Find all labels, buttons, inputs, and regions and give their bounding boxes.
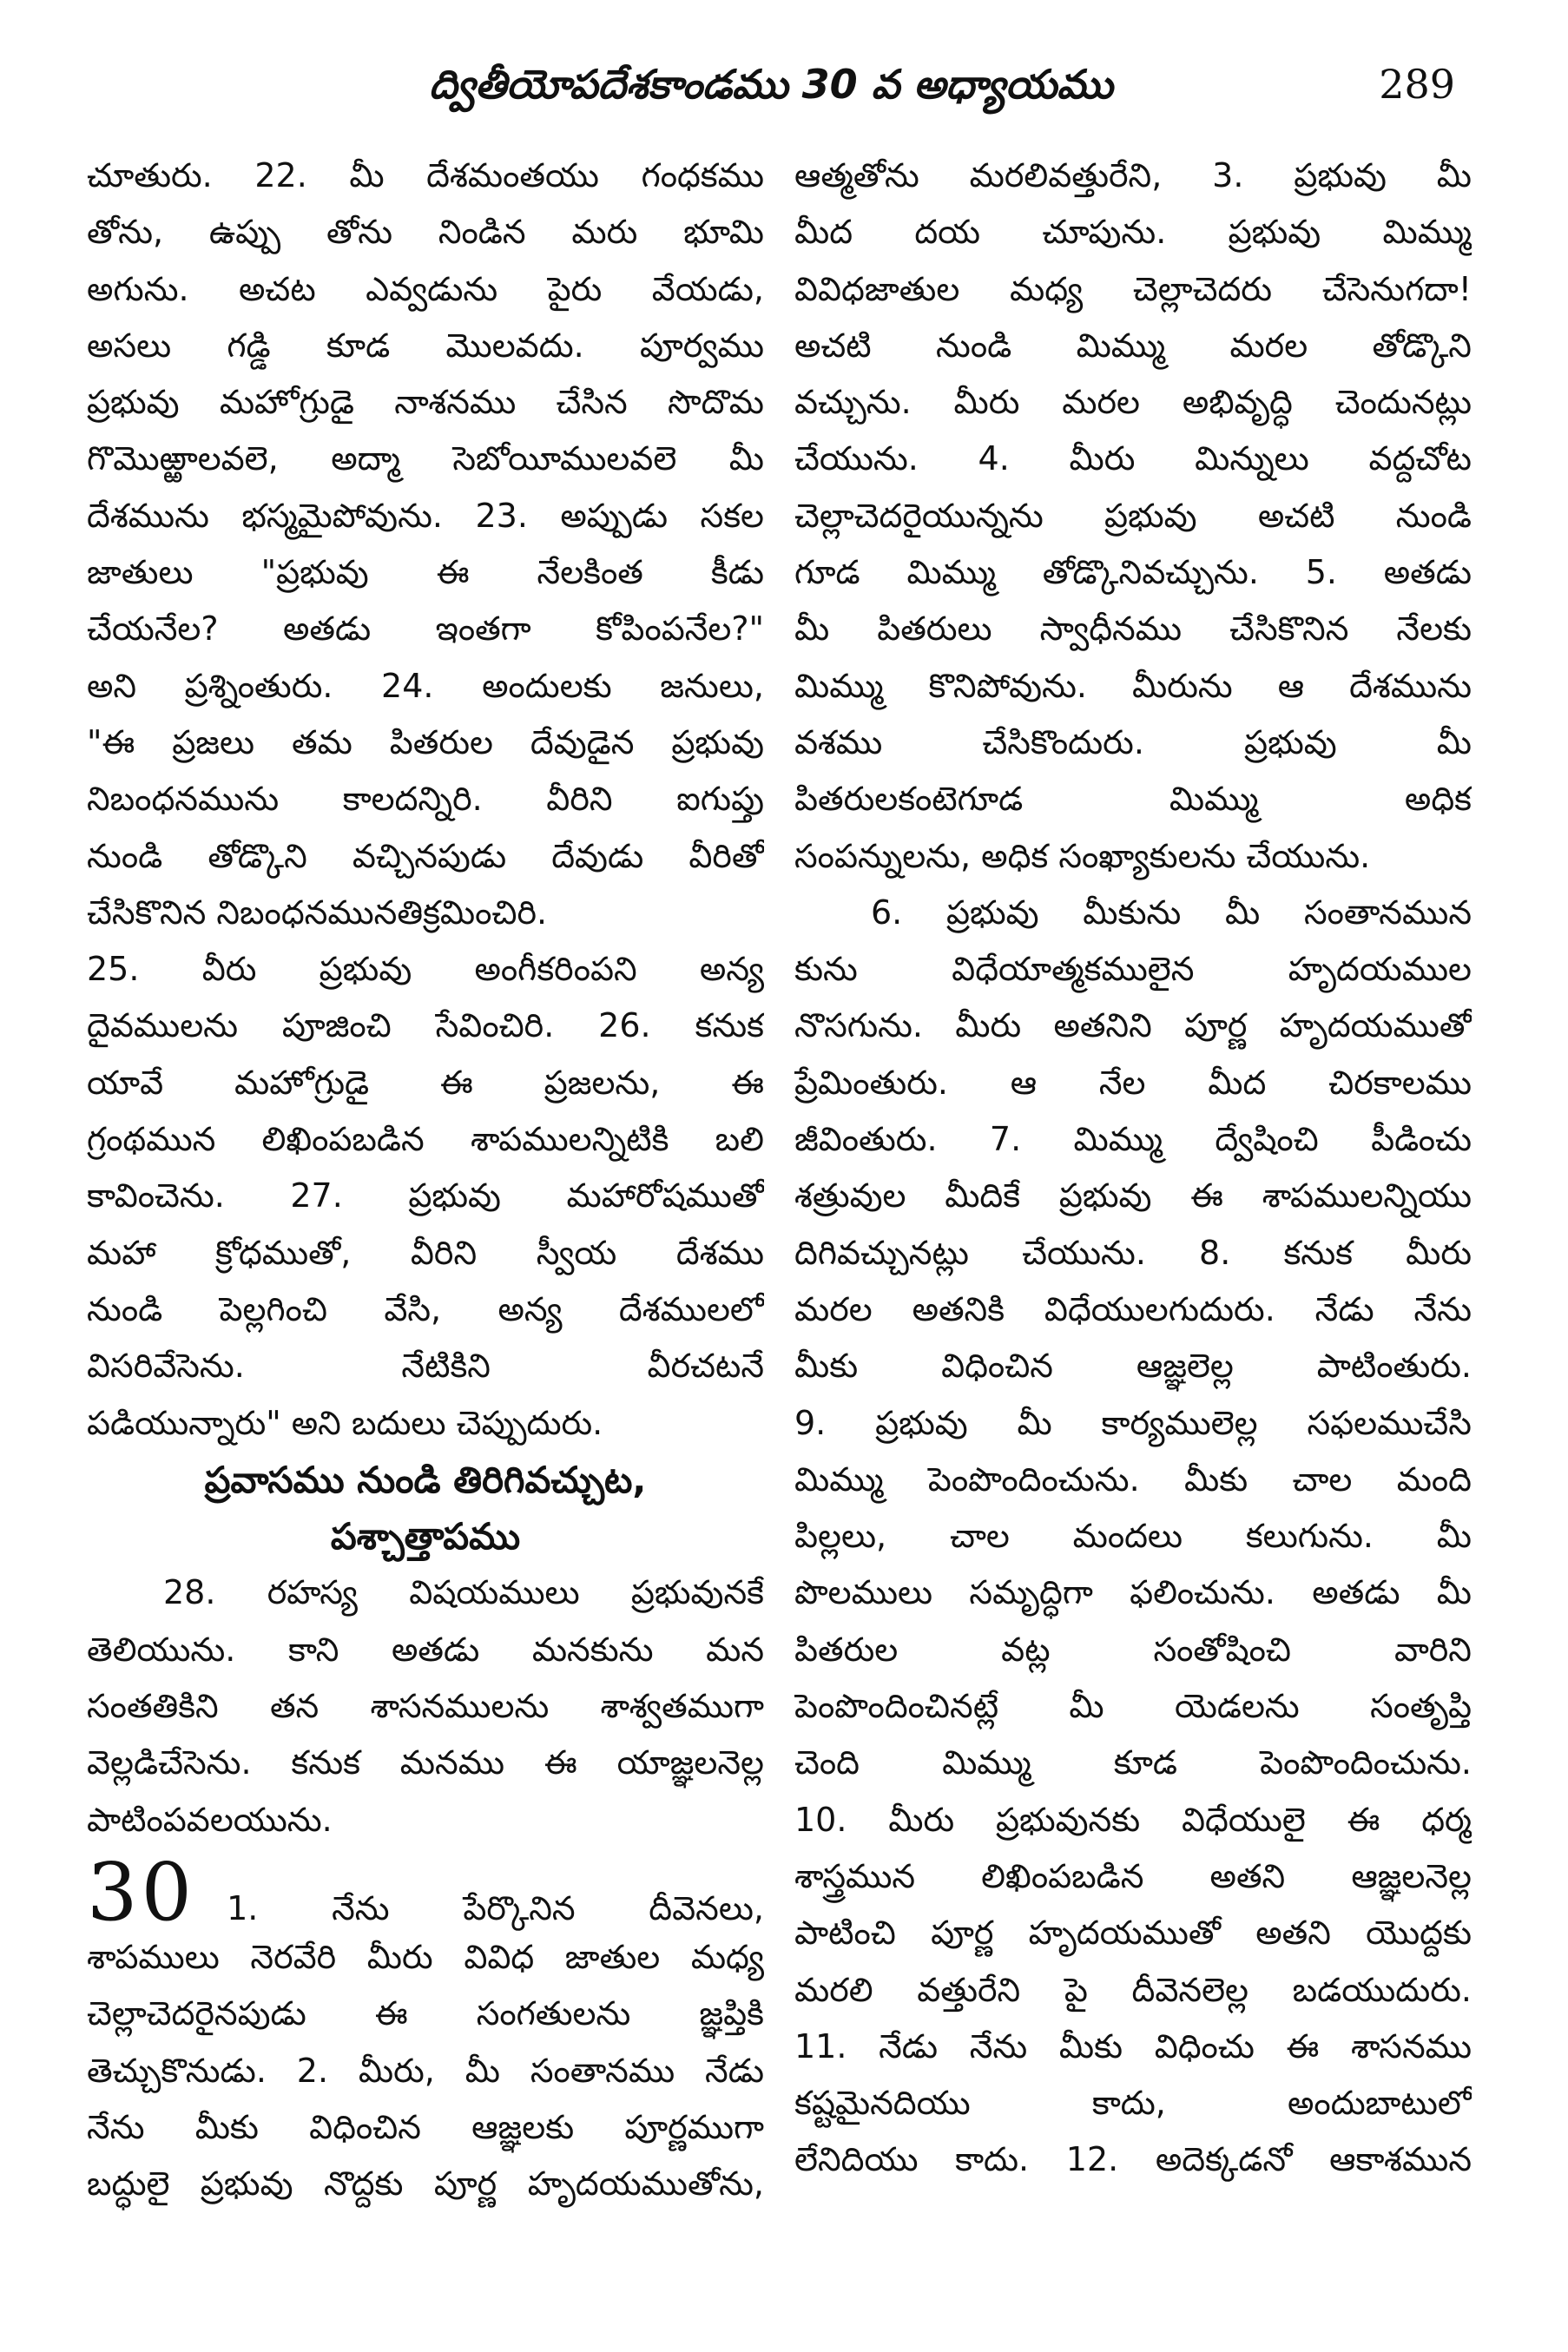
text-line: మరలి వత్తురేని పై దీవెనలెల్ల బడయుదురు. (794, 1970, 1472, 2009)
text-line: బద్ధులై ప్రభువు నొద్దకు పూర్ణ హృదయముతోను, (87, 2164, 764, 2204)
text-line: ఆత్మతోను మరలివత్తురేని, 3. ప్రభువు మీ (794, 156, 1472, 194)
chapter-text (87, 1929, 764, 2212)
right-text-block (794, 148, 1472, 885)
page-header (87, 45, 1455, 123)
text-line: నిబంధనమును కాలదన్నిరి. వీరిని ఐగుప్తు (87, 780, 764, 819)
text-line: అని ప్రశ్నింతురు. 24. అందులకు జనులు, (87, 666, 764, 705)
text-line: పితరులకంటెగూడ మిమ్ము అధిక (794, 780, 1472, 819)
text-line: పాటించి పూర్ణ హృదయముతో అతని యొద్దకు (794, 1914, 1472, 1953)
text-line: వచ్చును. మీరు మరల అభివృద్ధి చెందునట్లు (794, 383, 1472, 422)
running-title: ద్వితీయోపదేశకాండము 30 వ అధ్యాయము (429, 61, 1113, 108)
text-line: లేనిదియు కాదు. 12. అదెక్కడనో ఆకాశమున (794, 2140, 1472, 2179)
text-line: తెచ్చుకొనుడు. 2. మీరు, మీ సంతానము నేడు (87, 2051, 764, 2090)
text-line: కావించెను. 27. ప్రభువు మహారోషముతో (87, 1176, 764, 1216)
text-line: పాటింపవలయును. (87, 1800, 333, 1839)
text-line: దైవములను పూజించి సేవించిరి. 26. కనుక (87, 1006, 764, 1045)
text-line: నుండి తోడ్కొని వచ్చినపుడు దేవుడు వీరితో (87, 836, 764, 875)
text-line: పిల్లలు, చాల మందలు కలుగును. మీ (794, 1517, 1472, 1556)
text-line: వివిధజాతుల మధ్య చెల్లాచెదరు చేసెనుగదా! (794, 269, 1472, 308)
text-line: 11. నేడు నేను మీకు విధించు ఈ శాసనము (794, 2026, 1472, 2065)
text-line: పితరుల వట్ల సంతోషించి వారిని (794, 1630, 1472, 1669)
text-line: చెంది మిమ్ము కూడ పెంపొందించును. (794, 1743, 1472, 1782)
text-line: దేశమును భస్మమైపోవును. 23. అప్పుడు సకల (87, 496, 764, 535)
chapter-number: 30 (87, 1845, 196, 1939)
right-column (794, 148, 1472, 2189)
section-heading (87, 1452, 764, 1565)
text-line: మిమ్ము కొనిపోవును. మీరును ఆ దేశమును (794, 666, 1472, 705)
page-number: 289 (1379, 61, 1455, 108)
text-line: శాపములు నెరవేరి మీరు వివిధ జాతుల మధ్య (87, 1937, 764, 1976)
heading-line: ప్రవాసము నుండి తిరిగివచ్చుట, (204, 1458, 647, 1501)
text-line: దిగివచ్చునట్లు చేయును. 8. కనుక మీరు (794, 1233, 1472, 1272)
text-line: నొసగును. మీరు అతనిని పూర్ణ హృదయముతో (794, 1006, 1472, 1045)
text-line: సంతతికిని తన శాసనములను శాశ్వతముగా (87, 1687, 764, 1726)
text-line: విసరివేసెను. నేటికిని వీరచటనే (87, 1347, 764, 1386)
chapter-start (87, 1845, 764, 1939)
left-section-text (87, 1565, 764, 1848)
text-line: తెలియును. కాని అతడు మనకును మన (87, 1630, 764, 1669)
text-line: కును విధేయాత్మకములైన హృదయముల (794, 950, 1472, 989)
text-line: చెల్లాచెదరైనపుడు ఈ సంగతులను జ్ఞప్తికి (87, 1994, 764, 2033)
text-line: చేసికొనిన నిబంధనమునతిక్రమించిరి. (87, 893, 548, 932)
text-line: 9. ప్రభువు మీ కార్యములెల్ల సఫలముచేసి (794, 1403, 1472, 1442)
right-paragraph (794, 885, 1472, 2189)
text-line: వశము చేసికొందురు. ప్రభువు మీ (794, 722, 1472, 761)
text-line: పొలములు సమృద్ధిగా ఫలించును. అతడు మీ (794, 1573, 1472, 1612)
text-line: తోను, ఉప్పు తోను నిండిన మరు భూమి (87, 213, 764, 252)
text-line: శాస్త్రమున లిఖింపబడిన అతని ఆజ్ఞలనెల్ల (794, 1856, 1472, 1895)
text-line: అచటి నుండి మిమ్ము మరల తోడ్కొని (794, 326, 1472, 365)
text-line: మీద దయ చూపును. ప్రభువు మిమ్ము (794, 213, 1472, 252)
text-line: నేను మీకు విధించిన ఆజ్ఞలకు పూర్ణముగా (87, 2107, 764, 2146)
left-text-block (87, 148, 764, 1452)
text-line: జాతులు "ప్రభువు ఈ నేలకింత కీడు (87, 553, 764, 592)
text-line: ప్రేమింతురు. ఆ నేల మీద చిరకాలము (794, 1063, 1472, 1102)
text-line: "ఈ ప్రజలు తమ పితరుల దేవుడైన ప్రభువు (87, 722, 764, 761)
text-line: 28. రహస్య విషయములు ప్రభువునకే (163, 1573, 764, 1612)
text-line: శత్రువుల మీదికే ప్రభువు ఈ శాపములన్నియు (794, 1176, 1472, 1216)
left-column (87, 148, 764, 2212)
text-line: మరల అతనికి విధేయులగుదురు. నేడు నేను (794, 1289, 1472, 1328)
text-line: గూడ మిమ్ము తోడ్కొనివచ్చును. 5. అతడు (794, 553, 1472, 592)
text-line: వెల్లడిచేసెను. కనుక మనము ఈ యాజ్ఞలనెల్ల (87, 1743, 764, 1782)
text-line: గొమొఱ్ఱాలవలె, అద్మా సెబోయీములవలె మీ (87, 439, 764, 478)
text-line: 10. మీరు ప్రభువునకు విధేయులై ఈ ధర్మ (794, 1800, 1472, 1839)
text-line: పెంపొందించినట్లే మీ యెడలను సంతృప్తి (794, 1687, 1472, 1726)
text-line: 6. ప్రభువు మీకును మీ సంతానమున (871, 893, 1472, 932)
text-line: మీ పితరులు స్వాధీనము చేసికొనిన నేలకు (794, 609, 1472, 649)
text-line: సంపన్నులను, అధిక సంఖ్యాకులను చేయును. (794, 836, 1371, 875)
text-line: యావే మహోగ్రుడై ఈ ప్రజలను, ఈ (87, 1063, 764, 1102)
text-line: చూతురు. 22. మీ దేశమంతయు గంధకము (87, 156, 764, 194)
text-line: కష్టమైనదియు కాదు, అందుబాటులో (794, 2084, 1472, 2123)
text-line: అసలు గడ్డి కూడ మొలవదు. పూర్వము (87, 326, 764, 365)
text-line: చేయును. 4. మీరు మిన్నులు వద్దచోట (794, 439, 1472, 478)
text-line: చెల్లాచెదరైయున్నను ప్రభువు అచటి నుండి (794, 496, 1472, 535)
text-line: గ్రంథమున లిఖింపబడిన శాపములన్నిటికి బలి (87, 1120, 764, 1159)
text-line: చేయనేల? అతడు ఇంతగా కోపింపనేల?" (87, 609, 764, 649)
text-line: 25. వీరు ప్రభువు అంగీకరింపని అన్య (87, 950, 764, 989)
text-line: నుండి పెల్లగించి వేసి, అన్య దేశములలో (87, 1289, 764, 1328)
text-line: పడియున్నారు" అని బదులు చెప్పుదురు. (87, 1403, 603, 1442)
text-line: మహా క్రోధముతో, వీరిని స్వీయ దేశము (87, 1233, 764, 1272)
text-line: మీకు విధించిన ఆజ్ఞలెల్ల పాటింతురు. (794, 1347, 1472, 1386)
text-line: అగును. అచట ఎవ్వడును పైరు వేయడు, (87, 269, 764, 308)
heading-line: పశ్చాత్తాపము (330, 1515, 521, 1558)
chapter-first-line: 1. నేను పేర్కొనిన దీవెనలు, (227, 1888, 764, 1927)
text-line: జీవింతురు. 7. మిమ్ము ద్వేషించి పీడించు (794, 1120, 1472, 1159)
text-line: మిమ్ము పెంపొందించును. మీకు చాల మంది (794, 1459, 1472, 1499)
text-line: ప్రభువు మహోగ్రుడై నాశనము చేసిన సొదొమ (87, 383, 764, 422)
